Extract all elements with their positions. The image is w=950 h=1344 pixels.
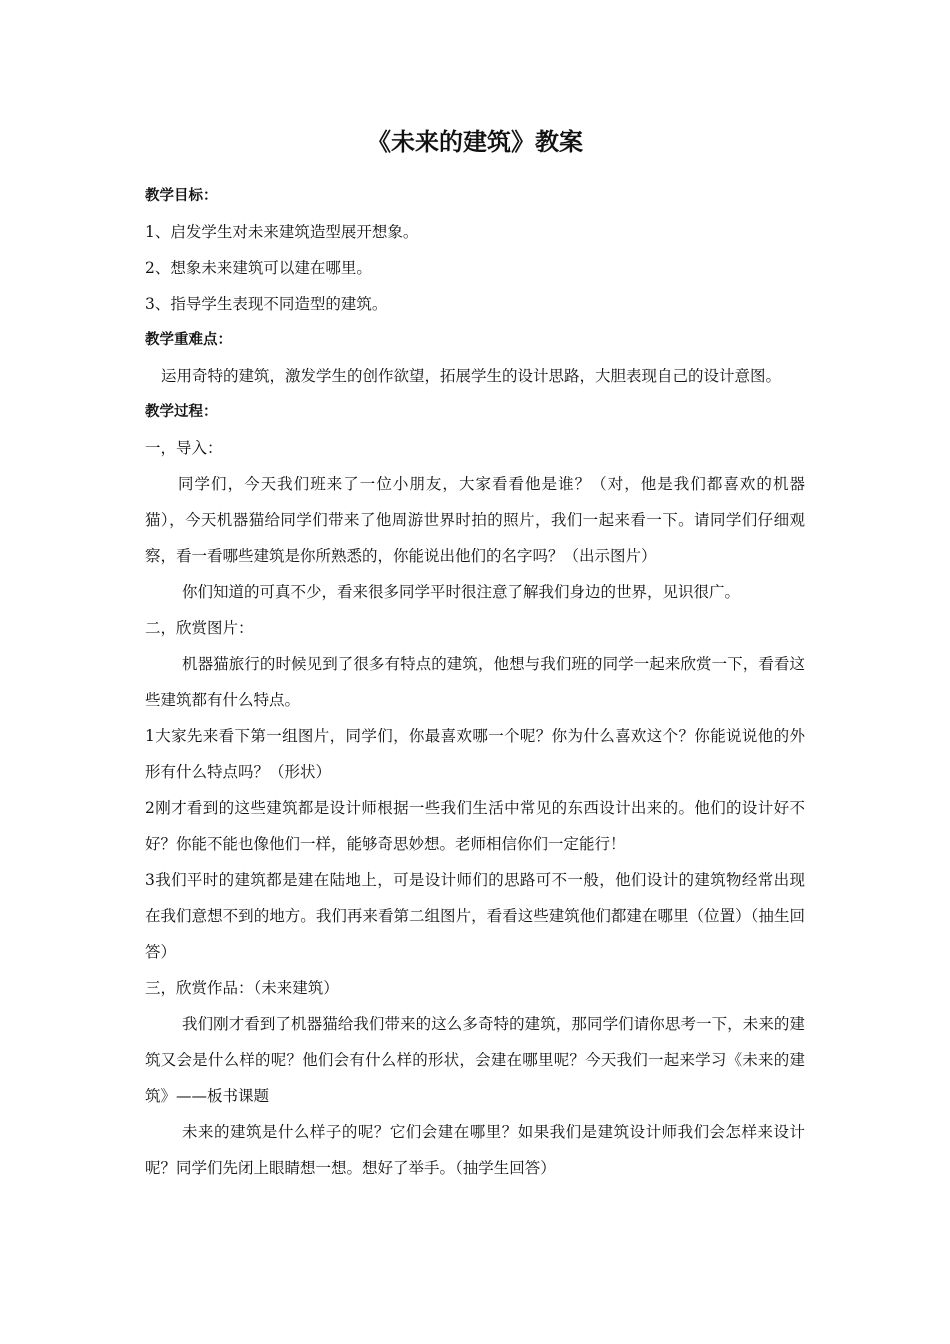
page-title: 《未来的建筑》教案 [367, 128, 583, 156]
key-points-paragraph: 运用奇特的建筑，激发学生的创作欲望，拓展学生的设计思路，大胆表现自己的设计意图。 [161, 367, 782, 385]
works-paragraph: 我们刚才看到了机器猫给我们带来的这么多奇特的建筑，那同学们请你思考一下，未来的建筑又会是什么样的呢？他们会有什么样的形状，会建在哪里呢？今天我们一起来学习《未来的建筑》——板书课题 [145, 1015, 805, 1105]
appreciate-item-2: 2刚才看到的这些建筑都是设计师根据一些我们生活中常见的东西设计出来的。他们的设计好不好？你能不能也像他们一样，能够奇思妙想。老师相信你们一定能行！ [145, 799, 805, 853]
works-heading: 三，欣赏作品：（未来建筑） [145, 979, 339, 997]
appreciate-item-1: 1大家先来看下第一组图片，同学们，你最喜欢哪一个呢？你为什么喜欢这个？你能说说他的外形有什么特点吗？（形状） [145, 727, 805, 781]
appreciate-paragraph: 机器猫旅行的时候见到了很多有特点的建筑，他想与我们班的同学一起来欣赏一下，看看这些建筑都有什么特点。 [145, 655, 805, 709]
appreciate-item-3: 3我们平时的建筑都是建在陆地上，可是设计师们的思路可不一般，他们设计的建筑物经常出现在我们意想不到的地方。我们再来看第二组图片，看看这些建筑他们都建在哪里（位置）（抽生回答） [145, 871, 805, 961]
key-points-heading: 教学重难点： [145, 332, 232, 348]
objective-item: 1、启发学生对未来建筑造型展开想象。 [145, 223, 419, 241]
works-paragraph-2: 未来的建筑是什么样子的呢？它们会建在哪里？如果我们是建筑设计师我们会怎样来设计呢？同学们先闭上眼睛想一想。想好了举手。（抽学生回答） [145, 1123, 805, 1177]
objective-item: 3、指导学生表现不同造型的建筑。 [145, 295, 388, 313]
intro-paragraph: 同学们，今天我们班来了一位小朋友，大家看看他是谁？（对，他是我们都喜欢的机器猫），今天机器猫给同学们带来了他周游世界时拍的照片，我们一起来看一下。请同学们仔细观察，看一看哪些建筑是你所熟悉的，你能说出他们的名字吗？（出示图片） [145, 475, 805, 565]
intro-heading: 一，导入： [145, 439, 223, 457]
objective-item: 2、想象未来建筑可以建在哪里。 [145, 259, 372, 277]
process-heading: 教学过程： [145, 404, 218, 420]
appreciate-heading: 二，欣赏图片： [145, 619, 254, 637]
objectives-heading: 教学目标： [145, 188, 218, 204]
document-body [145, 178, 805, 1186]
intro-paragraph-2: 你们知道的可真不少，看来很多同学平时很注意了解我们身边的世界，见识很广。 [182, 583, 741, 601]
